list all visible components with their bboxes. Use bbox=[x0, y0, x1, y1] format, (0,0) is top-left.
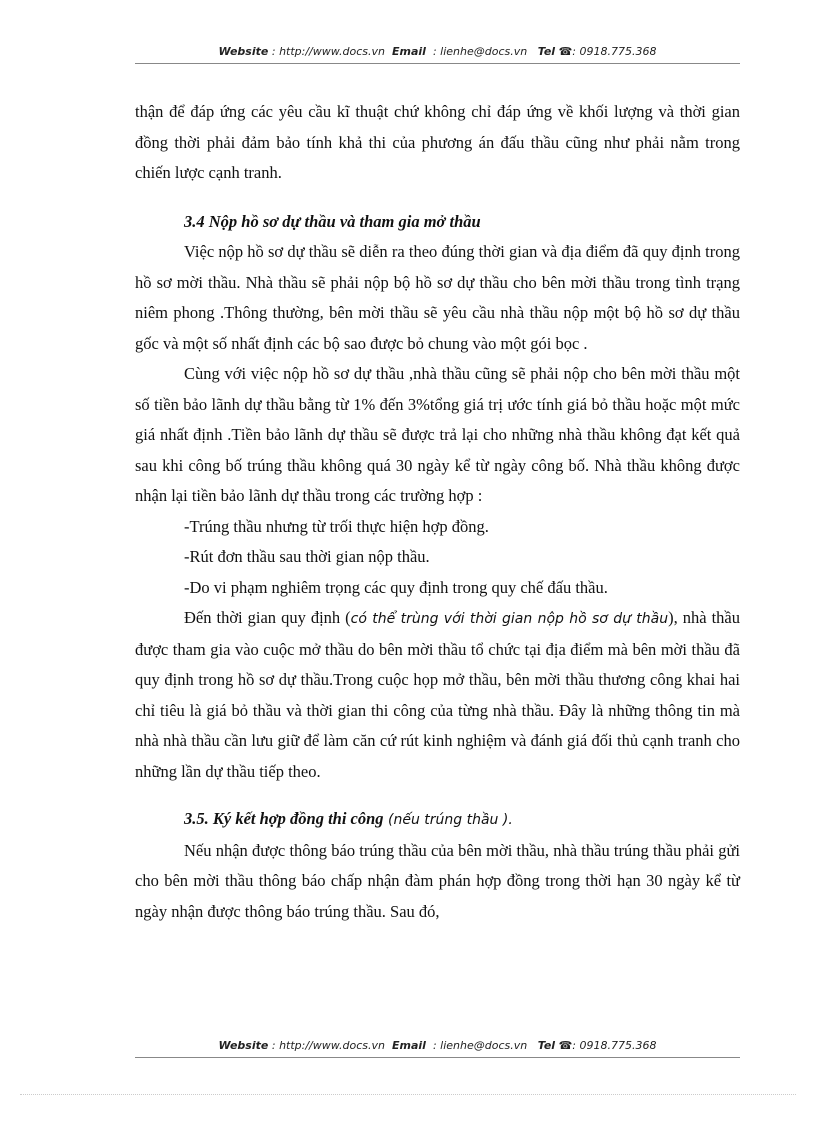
heading-3-5: 3.5. Ký kết hợp đồng thi công (nếu trúng thầu ). bbox=[184, 809, 513, 828]
list-item: -Trúng thầu nhưng từ trối thực hiện hợp đồng. bbox=[184, 516, 489, 536]
email-link[interactable]: lienhe@docs.vn bbox=[440, 1039, 528, 1052]
tel-value: : 0918.775.368 bbox=[572, 1039, 657, 1052]
email-label: Email bbox=[392, 1039, 426, 1052]
email-link[interactable]: lienhe@docs.vn bbox=[440, 45, 528, 58]
header-rule bbox=[135, 63, 740, 64]
email-label: Email bbox=[392, 45, 426, 58]
intro-paragraph: thận để đáp ứng các yêu cầu kĩ thuật chứ không chỉ đáp ứng về khối lượng và thời gian đồng thời phải đảm bảo tính khả thi của phương án đấu thầu cũng như phải nằm trong chiến lược cạnh tranh. bbox=[135, 102, 740, 182]
website-link[interactable]: http://www.docs.vn bbox=[279, 45, 386, 58]
document-body bbox=[135, 97, 740, 927]
paragraph-4: Nếu nhận được thông báo trúng thầu của bên mời thầu, nhà thầu trúng thầu phải gửi cho bên mời thầu thông báo chấp nhận đàm phán hợp đồng trong thời hạn 30 ngày kể từ ngày nhận được thông báo trúng thầu. Sau đó, bbox=[135, 840, 740, 921]
phone-icon: ☎ bbox=[558, 1039, 573, 1052]
tel-label: Tel bbox=[537, 45, 556, 58]
page-footer: Website : http://www.docs.vn Email : lienhe@docs.vn Tel ☎: 0918.775.368 bbox=[218, 1039, 657, 1052]
paragraph-2: Cùng với việc nộp hồ sơ dự thầu ,nhà thầu cũng sẽ phải nộp cho bên mời thầu một số tiền bảo lãnh dự thầu bằng từ 1% đến 3%tổng giá trị ước tính giá bỏ thầu hoặc một mức giá nhất định .Tiền bảo lãnh dự thầu sẽ được trả lại cho những nhà thầu không đạt kết quả sau khi công bố trúng thầu không quá 30 ngày kể từ ngày công bố. Nhà thầu không được nhận lại tiền bảo lãnh dự thầu trong các trường hợp : bbox=[135, 364, 740, 505]
tel-label: Tel bbox=[537, 1039, 556, 1052]
footer-rule bbox=[135, 1057, 740, 1058]
phone-icon: ☎ bbox=[558, 45, 573, 58]
paragraph-3-note: có thể trùng với thời gian nộp hồ sơ dự thầu bbox=[350, 611, 669, 627]
website-link[interactable]: http://www.docs.vn bbox=[279, 1039, 386, 1052]
heading-3-4: 3.4 Nộp hồ sơ dự thầu và tham gia mở thầu bbox=[184, 211, 481, 231]
heading-3-5-note: (nếu trúng thầu ). bbox=[383, 812, 513, 828]
paragraph-1: Việc nộp hồ sơ dự thầu sẽ diễn ra theo đúng thời gian và địa điểm đã quy định trong hồ sơ mời thầu. Nhà thầu sẽ phải nộp bộ hồ sơ dự thầu cho bên mời thầu trong tình trạng niêm phong .Thông thường, bên mời thầu sẽ yêu cầu nhà thầu nộp một bộ hồ sơ dự thầu gốc và một số nhất định các bộ sao được bỏ chung vào một gói bọc . bbox=[135, 242, 740, 353]
tel-value: : 0918.775.368 bbox=[572, 45, 657, 58]
list-item: -Rút đơn thầu sau thời gian nộp thầu. bbox=[184, 547, 430, 566]
page-header: Website : http://www.docs.vn Email : lienhe@docs.vn Tel ☎: 0918.775.368 bbox=[218, 45, 657, 58]
website-label: Website bbox=[218, 45, 269, 58]
paragraph-3: Đến thời gian quy định (có thể trùng với thời gian nộp hồ sơ dự thầu), nhà thầu được tham gia vào cuộc mở thầu do bên mời thầu tổ chức tại địa điểm mà bên mời thầu đã quy định trong hồ sơ dự thầu.Trong cuộc họp mở thầu, bên mời thầu thương công khai hai chỉ tiêu là giá bỏ thầu và thời gian thi công của từng nhà thầu. Đây là những thông tin mà nhà nhà thầu cần lưu giữ để làm căn cứ rút kinh nghiệm và đánh giá đối thủ cạnh tranh cho những lần dự thầu tiếp theo. bbox=[135, 608, 740, 781]
page-edge-divider bbox=[20, 1094, 796, 1095]
website-label: Website bbox=[218, 1039, 269, 1052]
list-item: -Do vi phạm nghiêm trọng các quy định trong quy chế đấu thầu. bbox=[184, 577, 608, 597]
